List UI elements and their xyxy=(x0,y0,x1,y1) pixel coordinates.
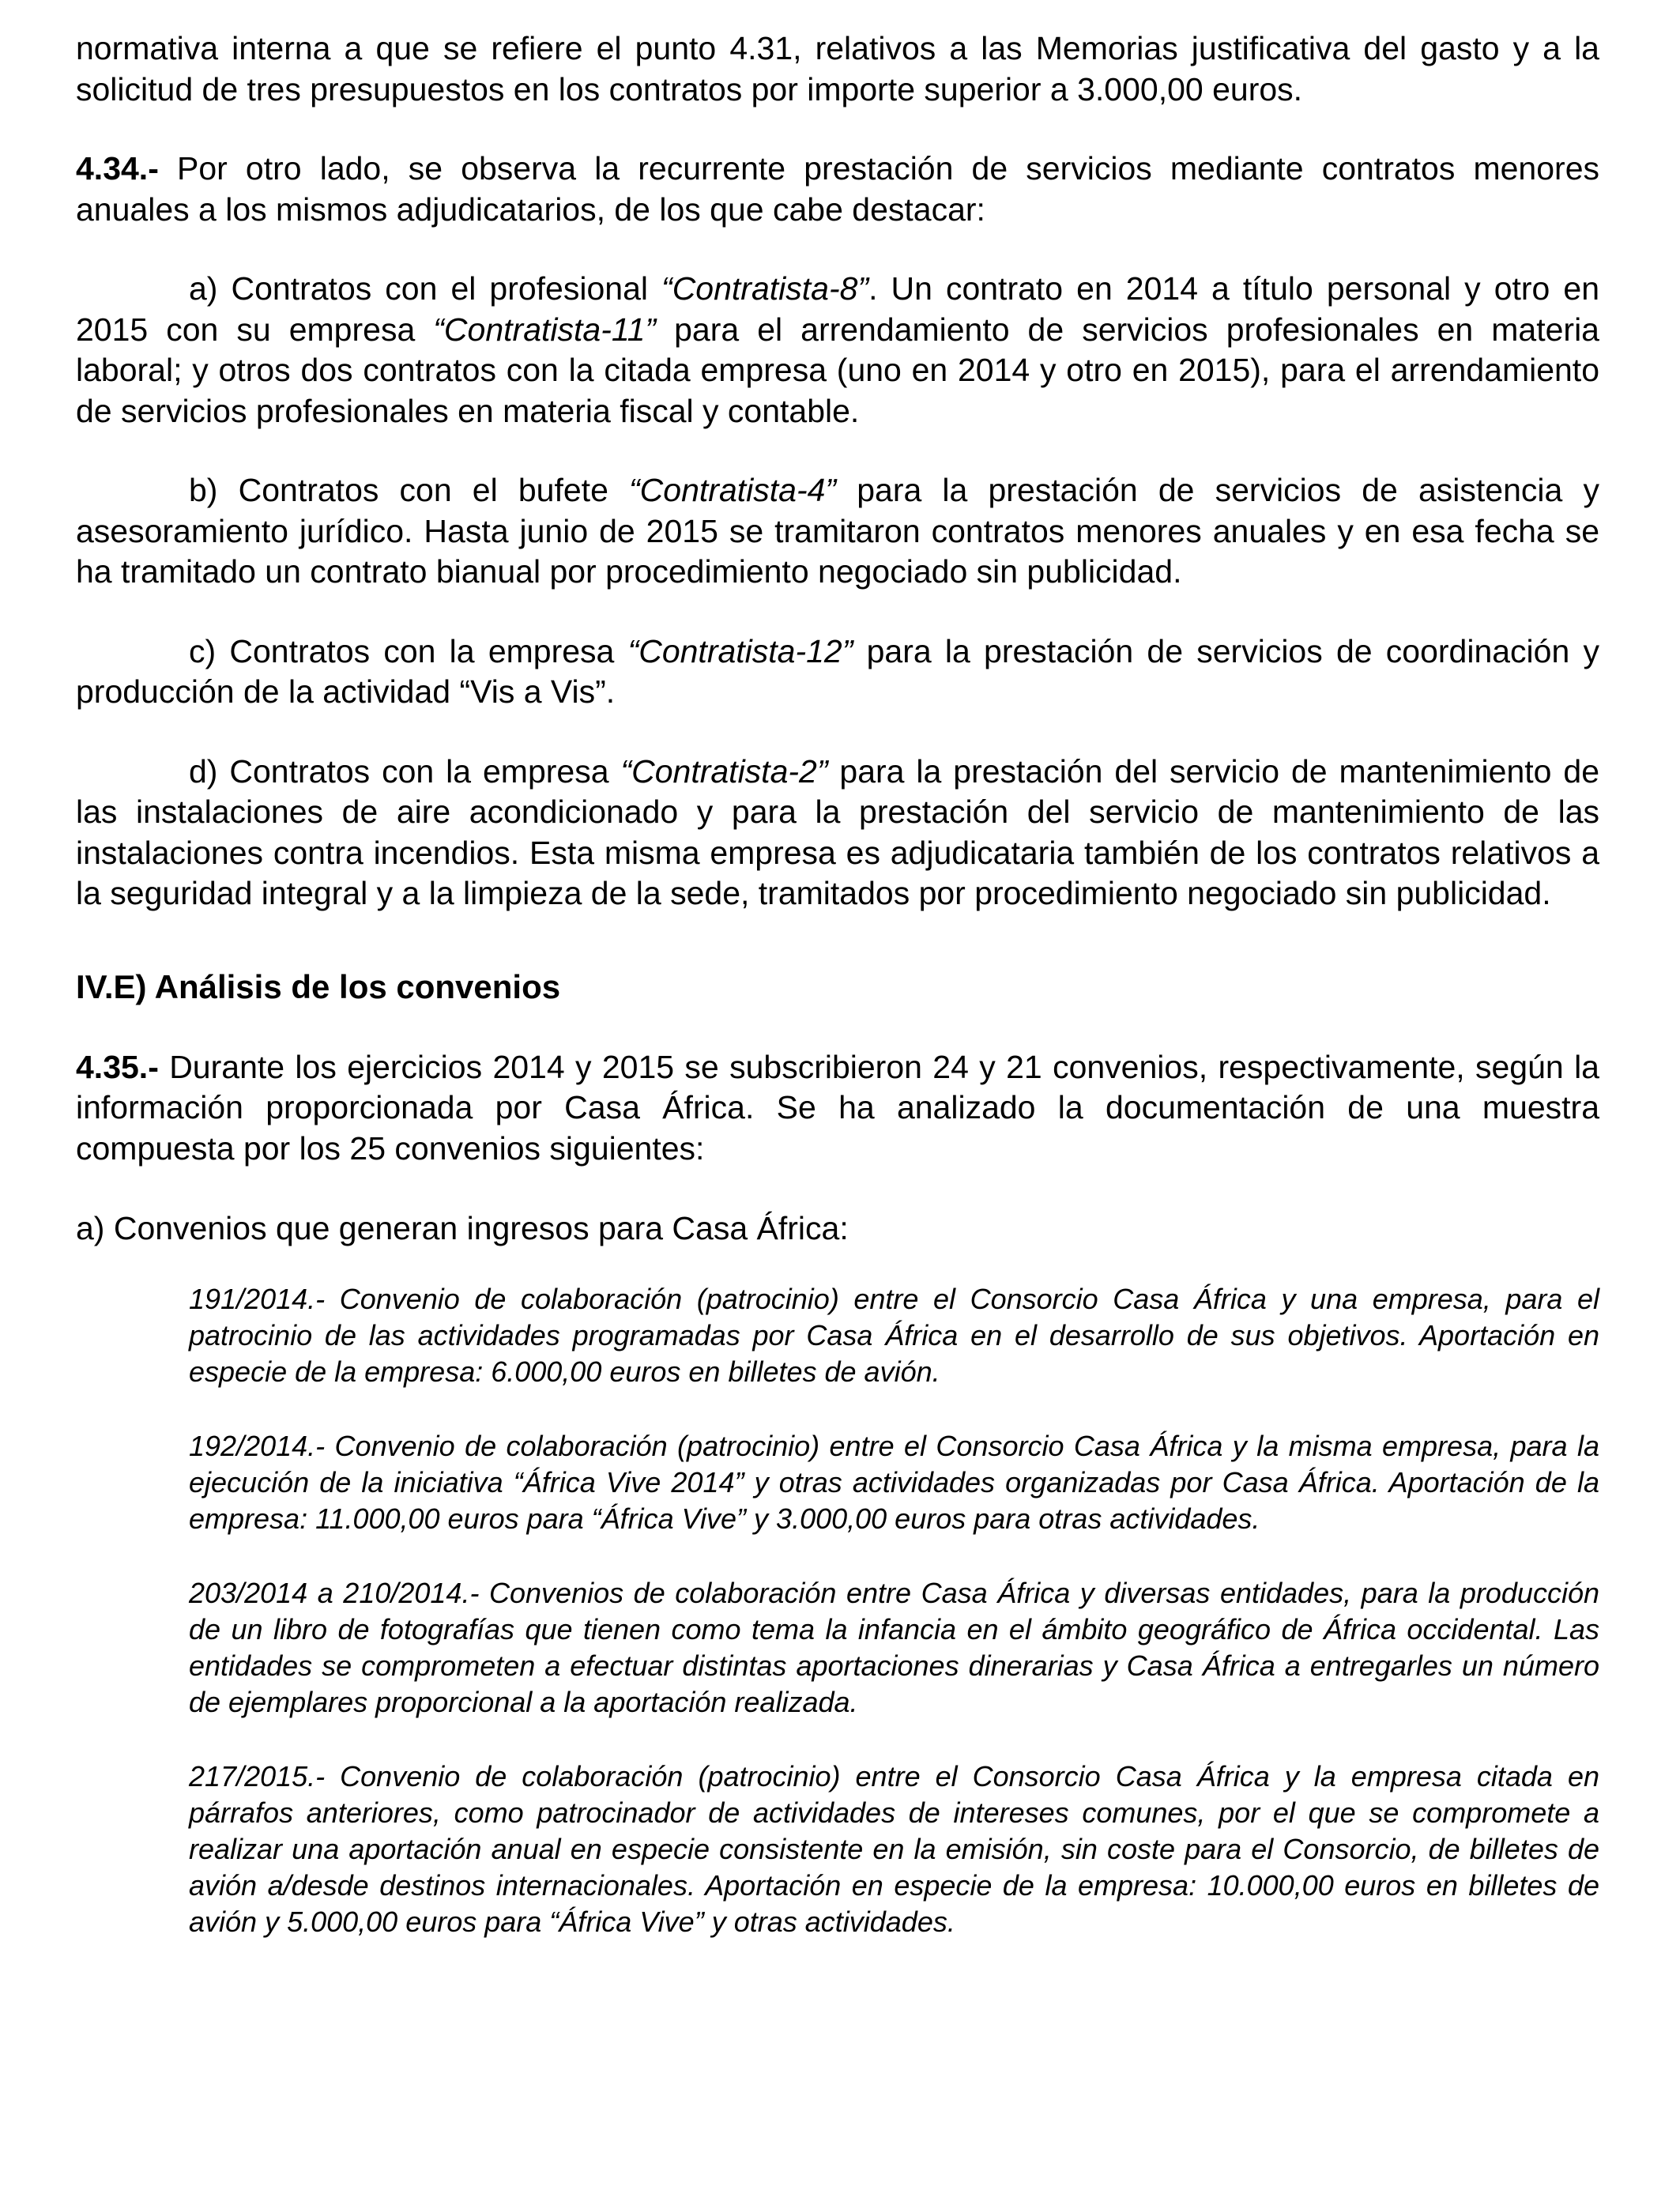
paragraph-number: 4.34.- xyxy=(76,150,159,187)
item-c: c) Contratos con la empresa “Contratista-12” para la prestación de servicios de coordinación y producción de la actividad “Vis a Vis”. xyxy=(76,632,1599,710)
paragraph-number: 4.35.- xyxy=(76,1048,159,1085)
item-b: b) Contratos con el bufete “Contratista-4” para la prestación de servicios de asistencia y asesoramiento jurídico. Hasta junio de 2015 se tramitaron contratos menores anuales y en esa fecha se ha tramitado un contrato bianual por procedimiento negociado sin publicidad. xyxy=(76,472,1599,590)
paragraph-intro: normativa interna a que se refiere el punto 4.31, relativos a las Memorias justificativa del gasto y a la solicitud de tres presupuestos en los contratos por importe superior a 3.000,00 euros. xyxy=(76,30,1599,107)
contractor-name: “Contratista-2” xyxy=(620,752,828,790)
convenio-item: 217/2015.- Convenio de colaboración (patrocinio) entre el Consorcio Casa África y la empresa citada en párrafos anteriores, como patrocinador de actividades de intereses comunes, por el que se compromete a realizar una aportación anual en especie consistente en la emisión, sin coste para el Consorcio, de billetes de avión a/desde destinos internacionales. Aportación en especie de la empresa: 10.000,00 euros en billetes de avión y 5.000,00 euros para “África Vive” y otras actividades. xyxy=(189,1759,1599,1938)
item-d: d) Contratos con la empresa “Contratista-2” para la prestación del servicio de mantenimiento de las instalaciones de aire acondicionado y para la prestación del servicio de mantenimiento de las instalaciones contra incendios. Esta misma empresa es adjudicataria también de los contratos relativos a la seguridad integral y a la limpieza de la sede, tramitados por procedimiento negociado sin publicidad. xyxy=(76,752,1599,911)
convenio-item: 203/2014 a 210/2014.- Convenios de colaboración entre Casa África y diversas entidades, para la producción de un libro de fotografías que tienen como tema la infancia en el ámbito geográfico de África occidental. Las entidades se comprometen a efectuar distintas aportaciones dinerarias y Casa África a entregarles un número de ejemplares proporcional a la aportación realizada. xyxy=(189,1576,1599,1718)
paragraph-4-34: 4.34.- Por otro lado, se observa la recurrente prestación de servicios mediante contratos menores anuales a los mismos adjudicatarios, de los que cabe destacar: xyxy=(76,150,1599,228)
convenio-item: 192/2014.- Convenio de colaboración (patrocinio) entre el Consorcio Casa África y la misma empresa, para la ejecución de la iniciativa “África Vive 2014” y otras actividades organizadas por Casa África. Aportación de la empresa: 11.000,00 euros para “África Vive” y 3.000,00 euros para otras actividades. xyxy=(189,1429,1599,1535)
contractor-name: “Contratista-8” xyxy=(661,270,869,307)
convenio-item: 191/2014.- Convenio de colaboración (patrocinio) entre el Consorcio Casa África y una empresa, para el patrocinio de las actividades programadas por Casa África en el desarrollo de sus objetivos. Aportación en especie de la empresa: 6.000,00 euros en billetes de avión. xyxy=(189,1282,1599,1388)
contractor-name: “Contratista-12” xyxy=(627,632,853,669)
paragraph-4-35: 4.35.- Durante los ejercicios 2014 y 2015 se subscribieron 24 y 21 convenios, respectivamente, según la información proporcionada por Casa África. Se ha analizado la documentación de una muestra compuesta por los 25 convenios siguientes: xyxy=(76,1048,1599,1167)
document-page xyxy=(76,28,1599,1940)
list-heading-a: a) Convenios que generan ingresos para Casa África: xyxy=(76,1210,849,1246)
contractor-name: “Contratista-4” xyxy=(629,472,837,508)
item-a: a) Contratos con el profesional “Contratista-8”. Un contrato en 2014 a título personal y otro en 2015 con su empresa “Contratista-11” para el arrendamiento de servicios profesionales en materia laboral; y otros dos contratos con la citada empresa (uno en 2014 y otro en 2015), para el arrendamiento de servicios profesionales en materia fiscal y contable. xyxy=(76,270,1600,429)
contractor-name: “Contratista-11” xyxy=(433,311,657,348)
section-heading: IV.E) Análisis de los convenios xyxy=(76,967,561,1005)
